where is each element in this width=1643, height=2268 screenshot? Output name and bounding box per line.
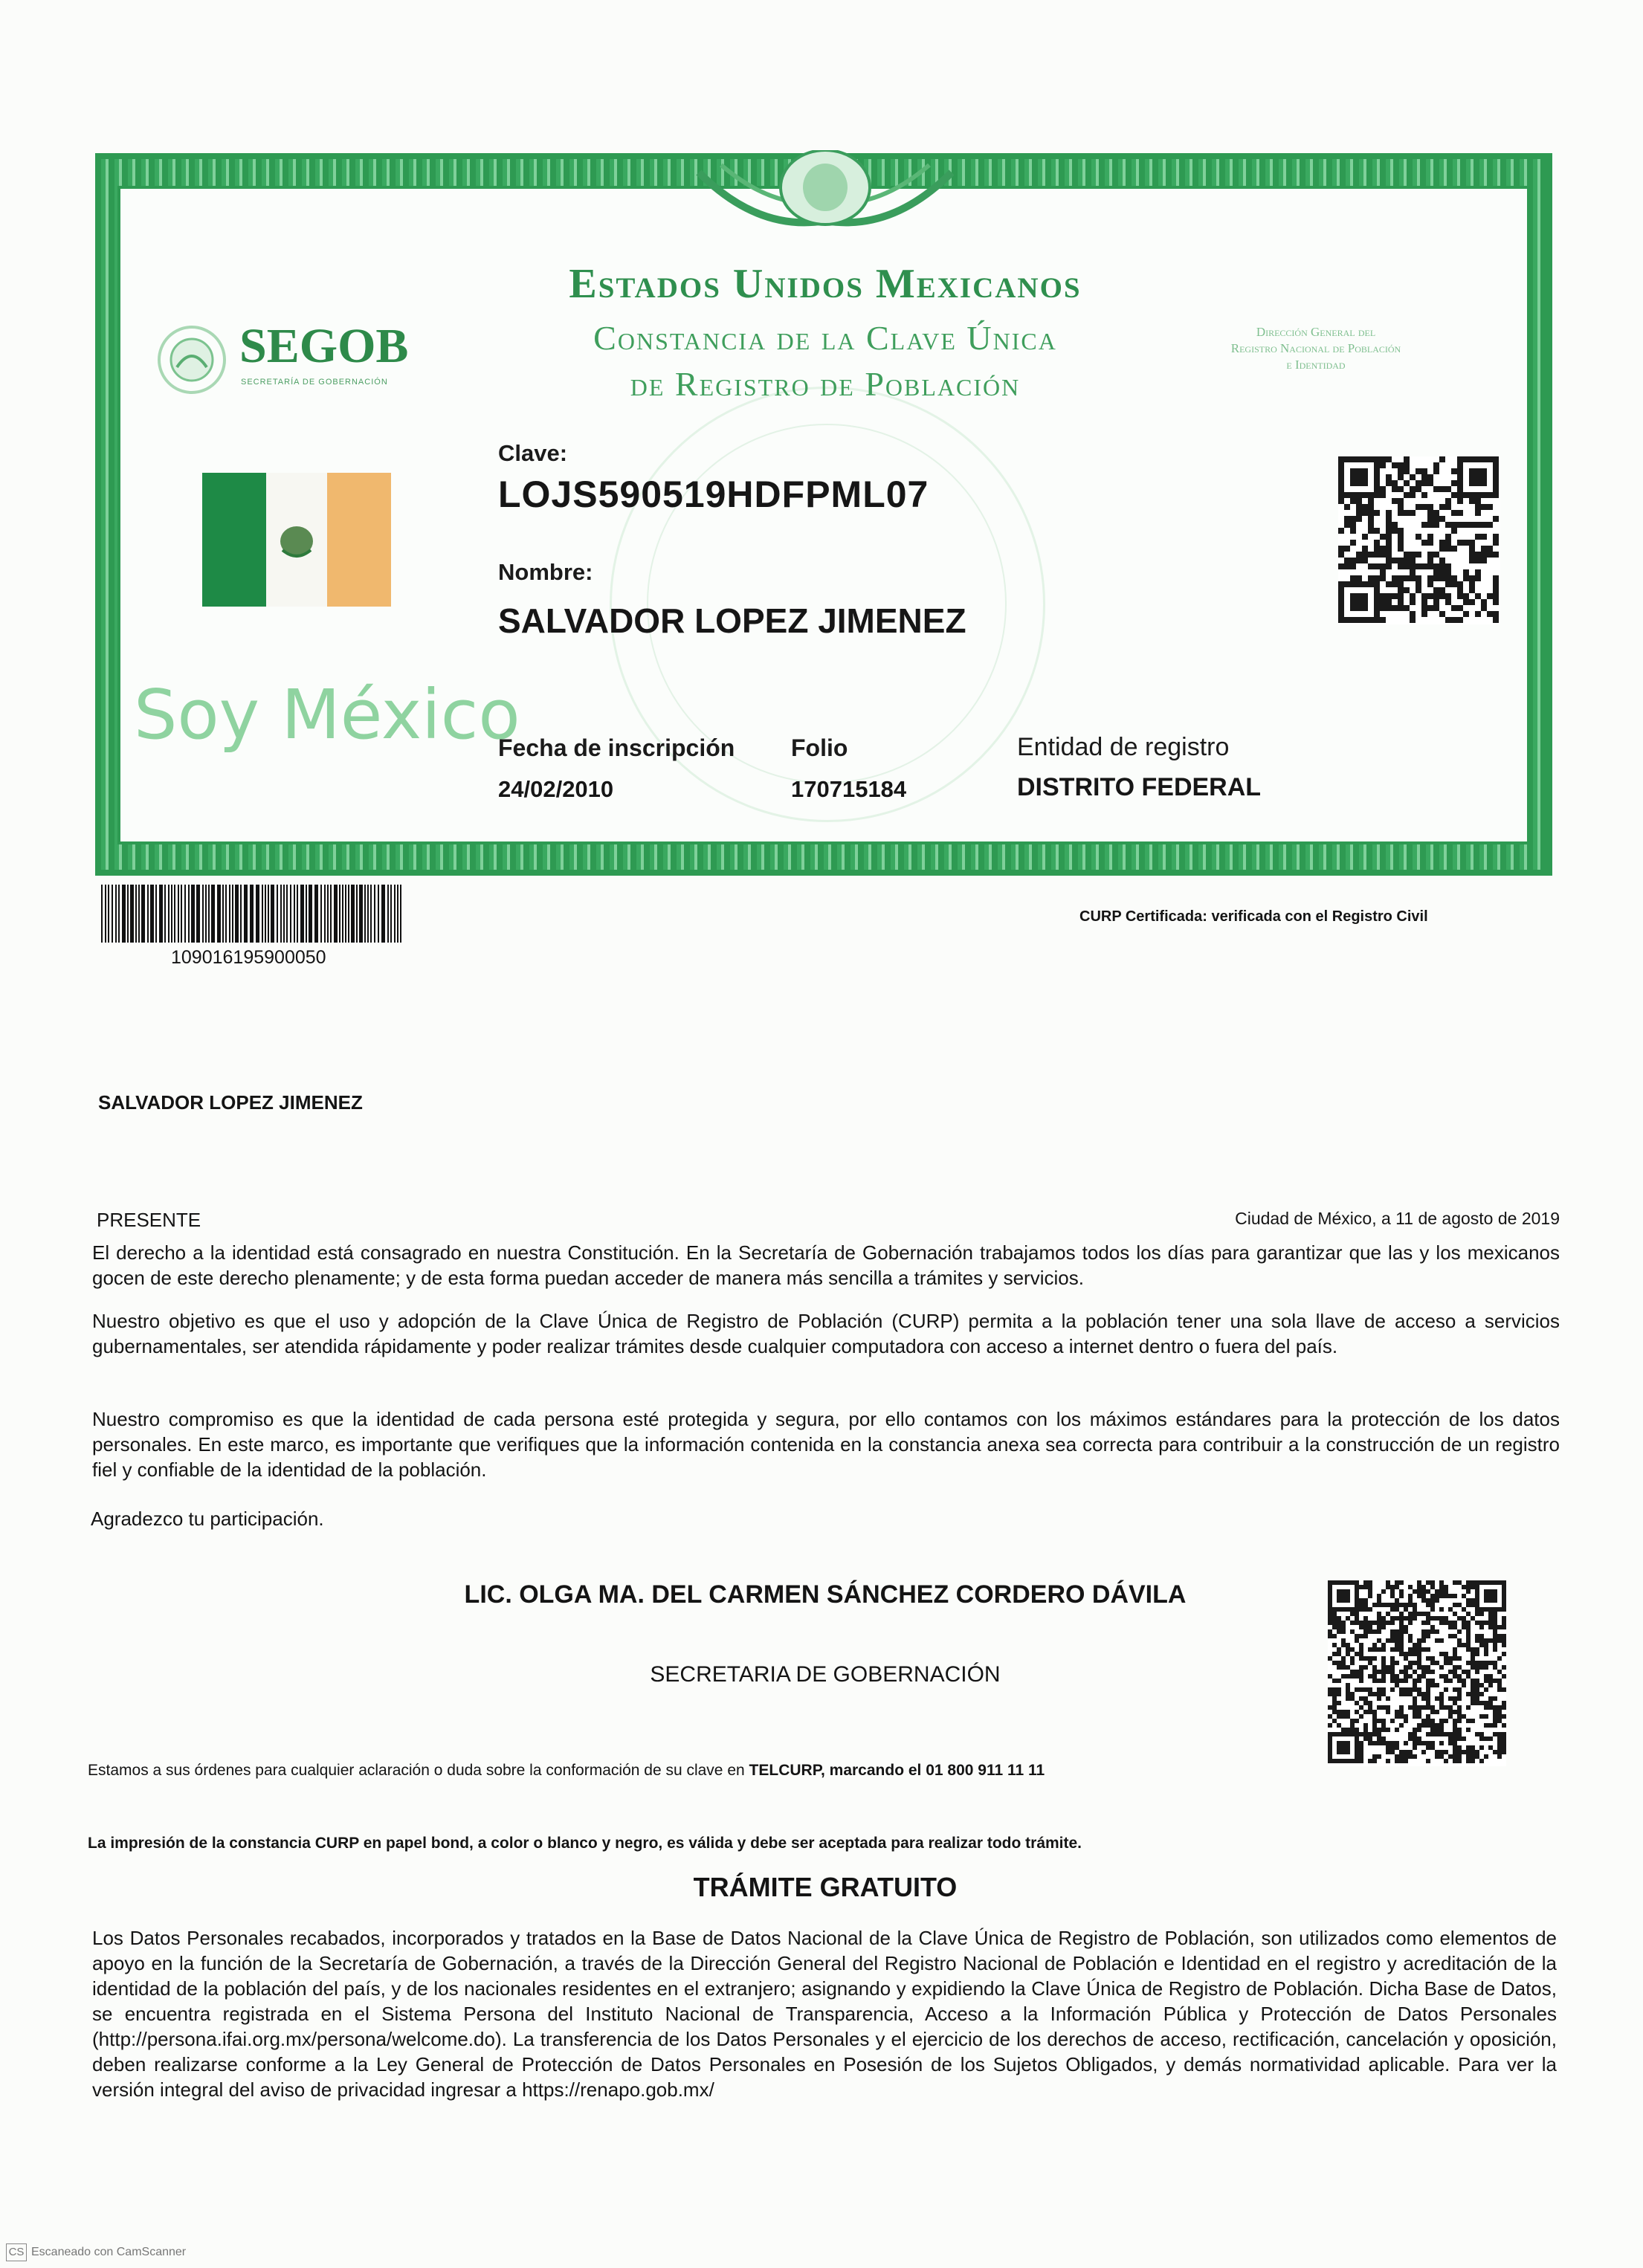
curp-certificada-text: CURP Certificada: verificada con el Registro Civil: [1079, 908, 1428, 925]
qr-code-icon: [1338, 456, 1500, 624]
contact-phone: TELCURP, marcando el 01 800 911 11 11: [749, 1762, 1045, 1779]
nombre-label: Nombre:: [498, 559, 593, 585]
nombre-value: SALVADOR LOPEZ JIMENEZ: [498, 601, 966, 640]
agency-office-line1: Dirección General del: [1256, 325, 1376, 339]
soy-mexico-slogan: Soy México: [134, 675, 520, 755]
signer-name: LIC. OLGA MA. DEL CARMEN SÁNCHEZ CORDERO DÁVILA: [464, 1580, 1187, 1609]
national-seal-icon: [669, 150, 981, 239]
privacy-notice: Los Datos Personales recabados, incorporados y tratados en la Base de Datos Nacional de la Clave Única de Registro de Población, son utilizados como elementos de apoyo en la función de la Secretaría de Gobernación, a través de la Dirección General del Registro Nacional de Población e Identidad en el registro y acreditación de la identidad de la población del país, y de los nacionales residentes en el extranjero; asignando y expidiendo la Clave Única de Registro de Población. Dicha Base de Datos, se encuentra registrada en el Sistema Persona del Instituto Nacional de Transparencia, Acceso a la Información Pública y Protección de Datos Personales (http://persona.ifai.org.mx/persona/welcome.do). La transferencia de los Datos Personales y el ejercicio de los derechos de acceso, rectificación, cancelación y oposición, deben realizarse conforme a la Ley General de Protección de Datos Personales en Posesión de los Sujetos Obligados, y demás normatividad aplicable. Para ver la versión integral del aviso de privacidad ingresar a https://renapo.gob.mx/: [92, 1927, 1557, 2101]
clave-label: Clave:: [498, 440, 568, 466]
fecha-inscripcion-value: 24/02/2010: [498, 776, 614, 802]
agency-office-text: [1160, 324, 1472, 373]
clave-value: LOJS590519HDFPML07: [498, 474, 929, 515]
presente-text: PRESENTE: [97, 1209, 201, 1231]
signature-qr-icon: [1328, 1580, 1506, 1766]
paragraph-objetivo: Nuestro objetivo es que el uso y adopción de la Clave Única de Registro de Población (CURP) permita a la población tener una sola llave de acceso a servicios gubernamentales, ser atendida rápidamente y poder realizar trámites desde cualquier computadora con acceso a internet dentro o fuera del país.: [92, 1310, 1560, 1357]
camscanner-icon: CS: [6, 2243, 27, 2261]
entidad-label: Entidad de registro: [1017, 733, 1230, 761]
scanner-watermark: [6, 2243, 186, 2261]
tramite-gratuito: TRÁMITE GRATUITO: [693, 1872, 958, 1902]
recipient-name: SALVADOR LOPEZ JIMENEZ: [98, 1091, 363, 1114]
place-date: Ciudad de México, a 11 de agosto de 2019: [1235, 1209, 1560, 1228]
thanks-text: Agradezco tu participación.: [91, 1508, 324, 1530]
paragraph-compromiso: Nuestro compromiso es que la identidad de cada persona esté protegida y segura, por ello contamos con los máximos estándares para la protección de los datos personales. En este marco, es importante que verifiques que la información contenida en la constancia anexa sea correcta para contribuir a la construcción de un registro fiel y confiable de la identidad de la población.: [92, 1408, 1560, 1481]
scanner-text: Escaneado con CamScanner: [31, 2246, 187, 2258]
mexico-flag-icon: [202, 473, 391, 607]
fecha-inscripcion-label: Fecha de inscripción: [498, 734, 735, 761]
title-constancia: Constancia de la Clave Única: [593, 319, 1057, 357]
segob-subtitle: SECRETARÍA DE GOBERNACIÓN: [241, 378, 388, 387]
title-registro: de Registro de Población: [630, 365, 1021, 403]
segob-emblem-icon: [155, 323, 229, 397]
folio-label: Folio: [791, 734, 848, 761]
paragraph-identidad: El derecho a la identidad está consagrado en nuestra Constitución. En la Secretaría de Gobernación trabajamos todos los días para garantizar que las y los mexicanos gocen de este derecho plenamente; y de esta forma puedan acceder de manera más sencilla a trámites y servicios.: [92, 1241, 1560, 1289]
segob-logo: SEGOB: [239, 319, 409, 373]
entidad-value: DISTRITO FEDERAL: [1017, 773, 1262, 801]
print-notice: La impresión de la constancia CURP en papel bond, a color o blanco y negro, es válida y debe ser aceptada para realizar todo trámite.: [88, 1835, 1082, 1852]
barcode-icon: [101, 885, 406, 943]
barcode-number: 109016195900050: [171, 947, 326, 968]
agency-office-line2: Registro Nacional de Población: [1230, 341, 1401, 355]
contact-text: [88, 1762, 1045, 1780]
agency-office-line3: e Identidad: [1286, 358, 1346, 372]
folio-value: 170715184: [791, 776, 907, 802]
contact-prefix: Estamos a sus órdenes para cualquier aclaración o duda sobre la conformación de su clave en: [88, 1762, 749, 1779]
title-estados-unidos: Estados Unidos Mexicanos: [569, 261, 1082, 307]
signer-title: SECRETARIA DE GOBERNACIÓN: [650, 1662, 1001, 1687]
